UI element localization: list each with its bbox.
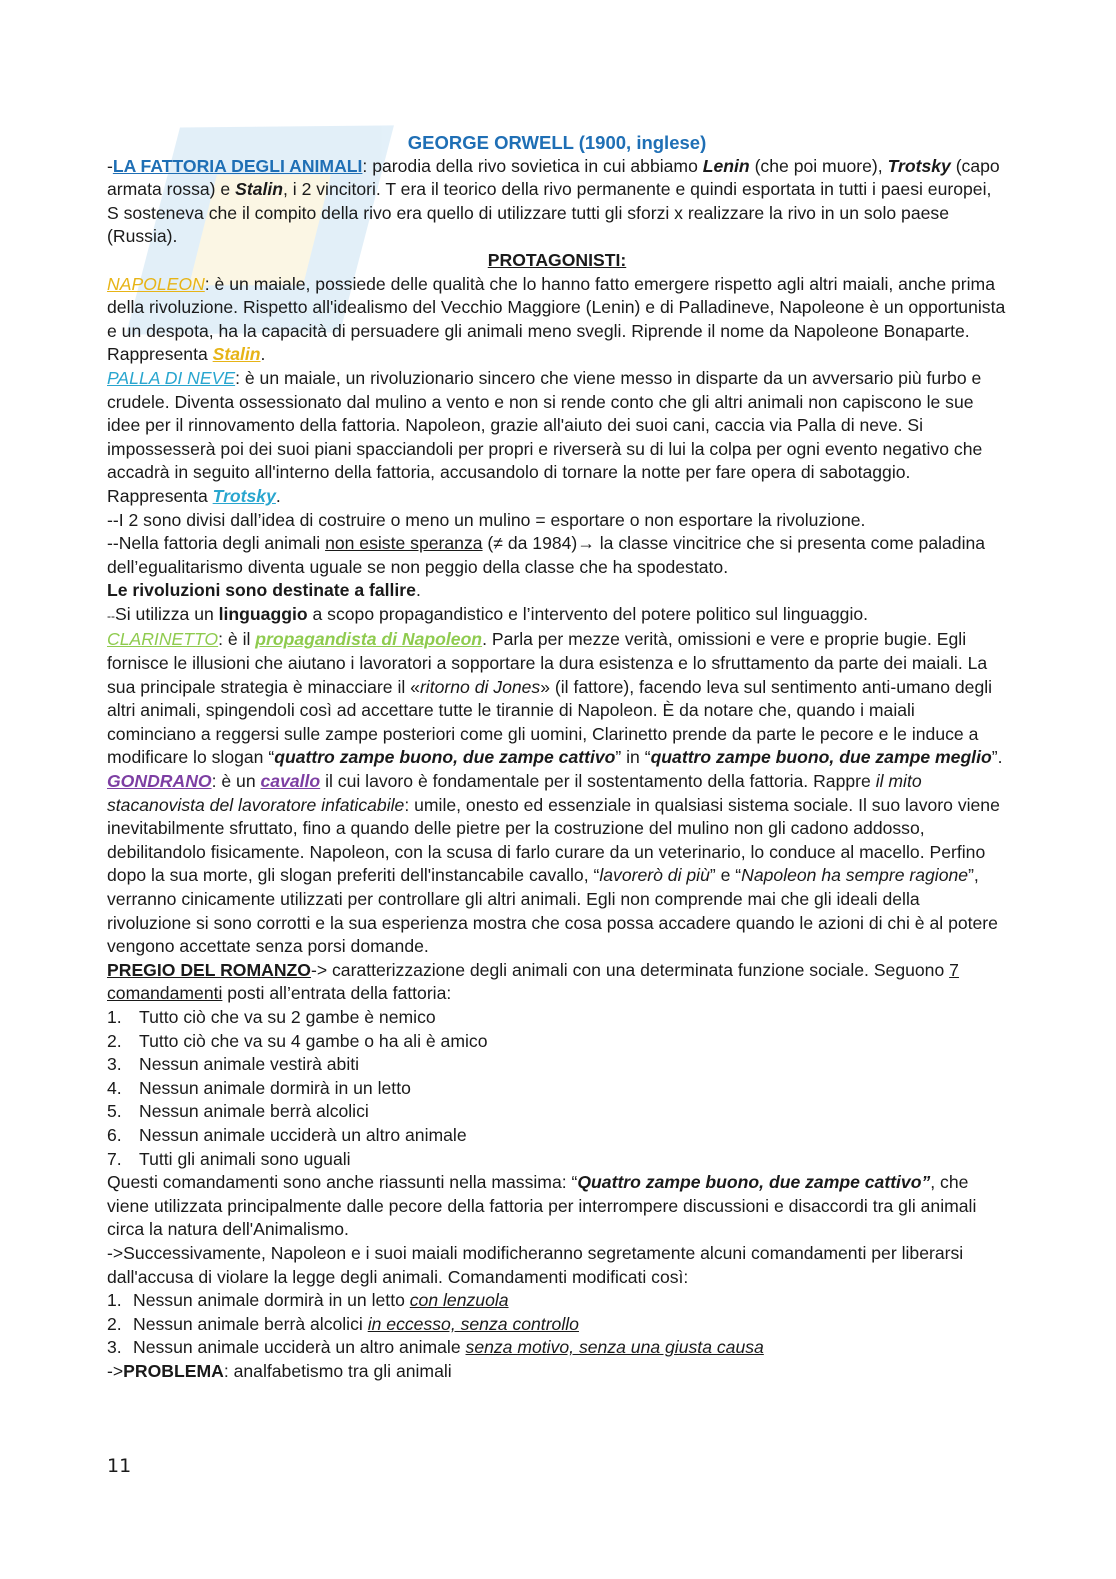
list-item: 1. Tutto ciò che va su 2 gambe è nemico (107, 1006, 436, 1027)
modified-commandments-list (107, 1289, 1007, 1360)
pregio-paragraph: PREGIO DEL ROMANZO-> caratterizzazione degli animali con una determinata funzione sociale. Seguono 7 comandamenti posti all’entrata della fattoria: (107, 959, 959, 1004)
clarinetto-paragraph: CLARINETTO: è il propagandista di Napoleon. Parla per mezze verità, omissioni e vere e proprie bugie. Egli fornisce le illusioni che aiutano i lavoratori a sopportare la dura esistenza e lo sfruttamento da parte dei maiali. La sua principale strategia è minacciare il «ritorno di Jones» (il fattore), facendo leva sul sentimento anti-umano degli altri animali, spingendoli così ad accettare tutte le tirannie di Napoleon. È da notare che, quando i maiali cominciano a reggersi sulle zampe posteriori come gli uomini, Clarinetto prende da parte le pecore e le induce a modificare lo slogan “quattro zampe buono, due zampe cattivo” in “quattro zampe buono, due zampe meglio”. (107, 629, 1003, 768)
napoleon-paragraph: NAPOLEON: è un maiale, possiede delle qualità che lo hanno fatto emergere rispetto agli altri maiali, anche prima della rivoluzione. Rispetto all'idealismo del Vecchio Maggiore (Lenin) e di Palladineve, Napoleone è un opportunista e un despota, ha la capacità di persuadere gli animali meno svegli. Riprende il nome da Napoleone Bonaparte. Rappresenta Stalin. (107, 273, 1006, 365)
commandments-list (107, 1006, 1007, 1171)
palla-di-neve-paragraph: PALLA DI NEVE: è un maiale, un rivoluzionario sincero che viene messo in disparte da un avversario più furbo e crudele. Diventa ossessionato dal mulino a vento e non si rende conto che gli altri animali non capiscono le sue idee per il rinnovamento della fattoria. Napoleon, grazie all'aiuto dei suoi cani, caccia via Palla di neve. Si impossesserà poi dei suoi piani spacciandoli per propri e riverserà su di lui la colpa per ogni evento negativo che accadrà in seguito all'interno della fattoria, accusandolo di tornare la notte per fare opera di sabotaggio. Rappresenta Trotsky. (107, 367, 983, 506)
gondrano-name: GONDRANO (107, 771, 212, 792)
intro-paragraph: -LA FATTORIA DEGLI ANIMALI: parodia della rivo sovietica in cui abbiamo Lenin (che poi muore), Trotsky (capo armata rossa) e Stalin, i 2 vincitori. T era il teorico della rivo permanente e quindi esportata in tutti i paesi europei, S sosteneva che il compito della rivo era quello di utilizzare tutti gli sforzi x realizzare la rivo in un solo paese (Russia). (107, 155, 1000, 247)
clarinetto-name: CLARINETTO (107, 629, 219, 650)
massima-paragraph: Questi comandamenti sono anche riassunti nella massima: “Quattro zampe buono, due zampe cattivo”, che viene utilizzata principalmente dalle pecore della fattoria per interrompere discussioni e disaccordi tra gli animali circa la natura dell'Animalismo. (107, 1172, 977, 1240)
linguaggio-paragraph: --Si utilizza un linguaggio a scopo propagandistico e l’intervento del potere politico sul linguaggio. (107, 603, 869, 624)
speranza-paragraph: --Nella fattoria degli animali non esiste speranza (≠ da 1984)→ la classe vincitrice che si presenta come paladina dell’egualitarismo diventa uguale se non peggio della classe che ha spodestato. Le rivoluzioni sono destinate a fallire. (107, 533, 986, 601)
list-item: 4. Nessun animale dormirà in un letto (107, 1077, 411, 1098)
list-item: 6. Nessun animale ucciderà un altro animale (107, 1124, 467, 1145)
list-item: 3. Nessun animale vestirà abiti (107, 1054, 360, 1075)
successivamente-paragraph: ->Successivamente, Napoleon e i suoi maiali modificheranno segretamente alcuni comandamenti per liberarsi dall'accusa di violare la legge degli animali. Comandamenti modificati così: (107, 1242, 964, 1287)
list-item: 2. Nessun animale berrà alcolici in eccesso, senza controllo (107, 1313, 579, 1334)
document-body (107, 131, 1007, 1383)
problema-paragraph: ->PROBLEMA: analfabetismo tra gli animali (107, 1360, 452, 1381)
book-title-link[interactable]: LA FATTORIA DEGLI ANIMALI (112, 155, 363, 176)
list-item: 1. Nessun animale dormirà in un letto con lenzuola (107, 1290, 509, 1311)
list-item: 3. Nessun animale ucciderà un altro animale senza motivo, senza una giusta causa (107, 1337, 764, 1358)
list-item: 7. Tutti gli animali sono uguali (107, 1148, 351, 1169)
list-item: 2. Tutto ciò che va su 4 gambe o ha ali è amico (107, 1030, 488, 1051)
protagonisti-heading: PROTAGONISTI: (487, 249, 627, 270)
gondrano-paragraph: GONDRANO: è un cavallo il cui lavoro è fondamentale per il sostentamento della fattoria. Rappre il mito stacanovista del lavoratore infaticabile: umile, onesto ed essenziale in qualsiasi sistema sociale. Il suo lavoro viene inevitabilmente sfruttato, fino a quando delle pietre per la costruzione del mulino non gli cadono addosso, debilitandolo fisicamente. Napoleon, con la scusa di farlo curare da un veterinario, lo conduce al macello. Perfino dopo la sua morte, gli slogan preferiti dell'instancabile cavallo, “lavorerò di più” e “Napoleon ha sempre ragione”, verranno cinicamente utilizzati per controllare gli altri animali. Egli non comprende mai che gli ideali della rivoluzione si sono corrotti e la sua esperienza mostra che cosa possa accadere quando le azioni di chi è al potere vengono accettate senza porsi domande. (107, 771, 1000, 957)
palla-di-neve-name: PALLA DI NEVE (107, 367, 236, 388)
page-title: GEORGE ORWELL (1900, inglese) (407, 132, 707, 153)
list-item: 5. Nessun animale berrà alcolici (107, 1101, 369, 1122)
napoleon-name: NAPOLEON (107, 273, 205, 294)
arrow-icon: → (577, 533, 595, 554)
page-number: 11 (107, 1455, 132, 1477)
divisi-paragraph: --I 2 sono divisi dall’idea di costruire o meno un mulino = esportare o non esportare la rivoluzione. (107, 509, 866, 530)
